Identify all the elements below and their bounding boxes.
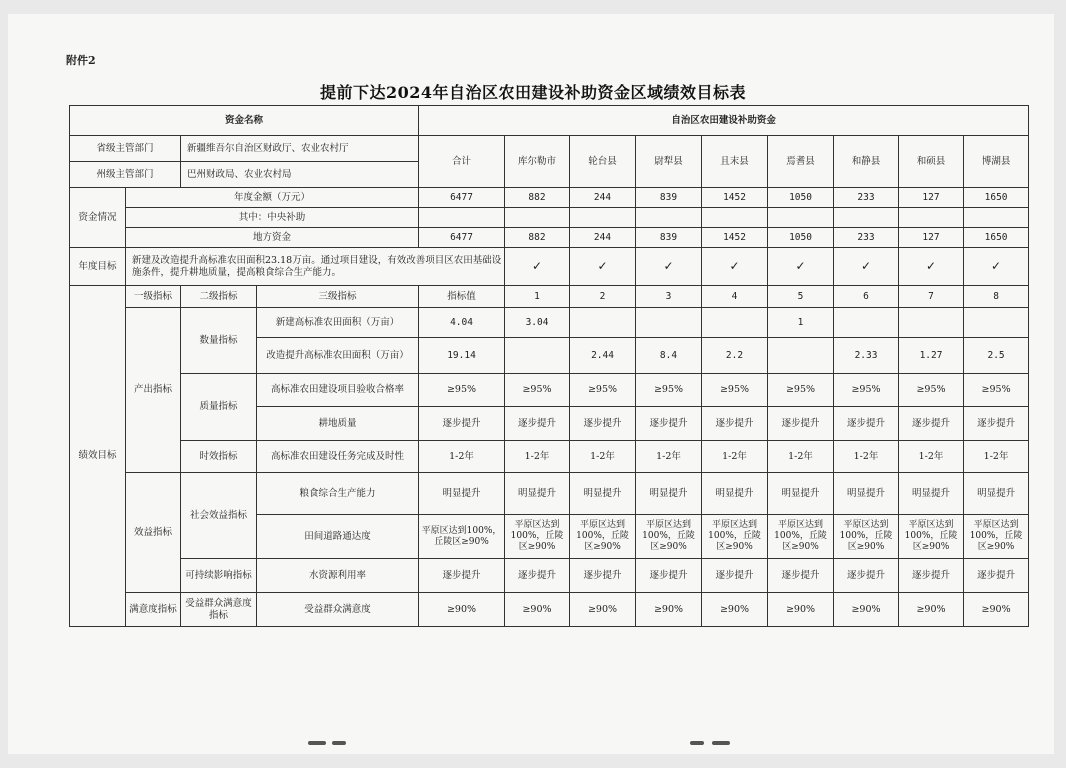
timeliness-cell: 1-2年 xyxy=(702,441,768,473)
column-header: 轮台县 xyxy=(570,136,636,188)
new-area-cell xyxy=(636,308,702,338)
binding-mark xyxy=(332,741,346,745)
upgrade-area-cell: 8.4 xyxy=(636,338,702,374)
document-title: 提前下达2024年自治区农田建设补助资金区域绩效目标表 xyxy=(319,83,747,102)
grain-capacity-cell: 明显提升 xyxy=(419,473,505,515)
sequence-cell: 5 xyxy=(768,286,834,308)
timeliness-cell: 1-2年 xyxy=(570,441,636,473)
road-access-cell: 平原区达到100%，丘陵区≥90% xyxy=(964,515,1029,559)
fund-name-value: 自治区农田建设补助资金 xyxy=(419,106,1029,136)
new-area-cell: 3.04 xyxy=(505,308,570,338)
timeliness-cell: 1-2年 xyxy=(768,441,834,473)
central-subsidy-cell xyxy=(505,208,570,228)
satisfaction-label: 受益群众满意度 xyxy=(257,593,419,627)
sequence-cell: 7 xyxy=(899,286,964,308)
binding-mark xyxy=(308,741,326,745)
acceptance-rate-cell: ≥95% xyxy=(834,374,899,407)
goal-tick-mark: ✓ xyxy=(834,248,899,286)
water-use-cell: 逐步提升 xyxy=(834,559,899,593)
central-subsidy-cell xyxy=(964,208,1029,228)
local-funds-cell: 127 xyxy=(899,228,964,248)
prefecture-dept-label: 州级主管部门 xyxy=(70,162,181,188)
acceptance-rate-cell: ≥95% xyxy=(570,374,636,407)
new-area-cell: 1 xyxy=(768,308,834,338)
annual-amount-cell: 1050 xyxy=(768,188,834,208)
annual-amount-cell: 882 xyxy=(505,188,570,208)
column-header: 合计 xyxy=(419,136,505,188)
upgrade-area-cell: 2.44 xyxy=(570,338,636,374)
farmland-quality-cell: 逐步提升 xyxy=(505,407,570,441)
upgrade-area-label: 改造提升高标准农田面积（万亩） xyxy=(257,338,419,374)
road-access-cell: 平原区达到100%，丘陵区≥90% xyxy=(702,515,768,559)
sequence-cell: 6 xyxy=(834,286,899,308)
new-area-cell: 4.04 xyxy=(419,308,505,338)
sequence-cell: 2 xyxy=(570,286,636,308)
water-use-cell: 逐步提升 xyxy=(570,559,636,593)
annual-amount-cell: 1452 xyxy=(702,188,768,208)
column-header: 和静县 xyxy=(834,136,899,188)
satisfaction-cell: ≥90% xyxy=(834,593,899,627)
acceptance-rate-cell: ≥95% xyxy=(899,374,964,407)
level2-header: 二级指标 xyxy=(181,286,257,308)
central-subsidy-cell xyxy=(768,208,834,228)
central-subsidy-cell xyxy=(702,208,768,228)
road-access-cell: 平原区达到100%，丘陵区≥90% xyxy=(505,515,570,559)
new-area-cell xyxy=(899,308,964,338)
benefit-indicator-label: 效益指标 xyxy=(126,473,181,593)
satisfaction-cell: ≥90% xyxy=(505,593,570,627)
central-subsidy-cell xyxy=(834,208,899,228)
timeliness-cell: 1-2年 xyxy=(419,441,505,473)
annual-amount-cell: 127 xyxy=(899,188,964,208)
satisfaction-cell: ≥90% xyxy=(570,593,636,627)
prefecture-dept-value: 巴州财政局、农业农村局 xyxy=(181,162,419,188)
column-header: 焉耆县 xyxy=(768,136,834,188)
table-row xyxy=(70,308,1029,338)
sequence-cell: 3 xyxy=(636,286,702,308)
new-area-label: 新建高标准农田面积（万亩） xyxy=(257,308,419,338)
timeliness-cell: 1-2年 xyxy=(636,441,702,473)
upgrade-area-cell: 1.27 xyxy=(899,338,964,374)
upgrade-area-cell: 2.2 xyxy=(702,338,768,374)
indicator-value-header: 指标值 xyxy=(419,286,505,308)
acceptance-rate-cell: ≥95% xyxy=(419,374,505,407)
farmland-quality-cell: 逐步提升 xyxy=(964,407,1029,441)
farmland-quality-cell: 逐步提升 xyxy=(419,407,505,441)
performance-target-table xyxy=(69,105,1029,627)
farmland-quality-cell: 逐步提升 xyxy=(570,407,636,441)
annual-amount-cell: 233 xyxy=(834,188,899,208)
local-funds-cell: 244 xyxy=(570,228,636,248)
water-use-cell: 逐步提升 xyxy=(636,559,702,593)
output-indicator-label: 产出指标 xyxy=(126,308,181,473)
timeliness-cell: 1-2年 xyxy=(899,441,964,473)
grain-capacity-cell: 明显提升 xyxy=(768,473,834,515)
grain-capacity-cell: 明显提升 xyxy=(636,473,702,515)
annual-goal-label: 年度目标 xyxy=(70,248,126,286)
annual-amount-cell: 244 xyxy=(570,188,636,208)
annual-amount-cell: 6477 xyxy=(419,188,505,208)
satisfaction-cell: ≥90% xyxy=(964,593,1029,627)
satisfaction-cell: ≥90% xyxy=(702,593,768,627)
time-indicator-label: 时效指标 xyxy=(181,441,257,473)
column-header: 和硕县 xyxy=(899,136,964,188)
satisfaction-indicator-label: 满意度指标 xyxy=(126,593,181,627)
grain-capacity-cell: 明显提升 xyxy=(899,473,964,515)
goal-tick-mark: ✓ xyxy=(570,248,636,286)
acceptance-rate-cell: ≥95% xyxy=(768,374,834,407)
central-subsidy-label: 其中：中央补助 xyxy=(126,208,419,228)
grain-capacity-cell: 明显提升 xyxy=(964,473,1029,515)
satisfaction-cell: ≥90% xyxy=(419,593,505,627)
acceptance-rate-cell: ≥95% xyxy=(702,374,768,407)
quantity-indicator-label: 数量指标 xyxy=(181,308,257,374)
provincial-dept-value: 新疆维吾尔自治区财政厅、农业农村厅 xyxy=(181,136,419,162)
central-subsidy-cell xyxy=(899,208,964,228)
local-funds-cell: 233 xyxy=(834,228,899,248)
road-access-label: 田间道路通达度 xyxy=(257,515,419,559)
water-use-label: 水资源利用率 xyxy=(257,559,419,593)
table-row xyxy=(70,374,1029,407)
satisfaction-cell: ≥90% xyxy=(636,593,702,627)
attachment-label: 附件2 xyxy=(66,54,96,67)
timeliness-cell: 1-2年 xyxy=(834,441,899,473)
column-header: 且末县 xyxy=(702,136,768,188)
annual-amount-cell: 839 xyxy=(636,188,702,208)
goal-tick-mark: ✓ xyxy=(899,248,964,286)
water-use-cell: 逐步提升 xyxy=(768,559,834,593)
quality-indicator-label: 质量指标 xyxy=(181,374,257,441)
local-funds-cell: 1050 xyxy=(768,228,834,248)
sequence-cell: 8 xyxy=(964,286,1029,308)
column-header: 库尔勒市 xyxy=(505,136,570,188)
annual-amount-label: 年度金额（万元） xyxy=(126,188,419,208)
acceptance-rate-label: 高标准农田建设项目验收合格率 xyxy=(257,374,419,407)
grain-capacity-label: 粮食综合生产能力 xyxy=(257,473,419,515)
grain-capacity-cell: 明显提升 xyxy=(570,473,636,515)
grain-capacity-cell: 明显提升 xyxy=(702,473,768,515)
water-use-cell: 逐步提升 xyxy=(505,559,570,593)
social-benefit-label: 社会效益指标 xyxy=(181,473,257,559)
farmland-quality-cell: 逐步提升 xyxy=(768,407,834,441)
goal-tick-mark: ✓ xyxy=(636,248,702,286)
sequence-cell: 4 xyxy=(702,286,768,308)
road-access-cell: 平原区达到100%，丘陵区≥90% xyxy=(768,515,834,559)
central-subsidy-cell xyxy=(636,208,702,228)
grain-capacity-cell: 明显提升 xyxy=(834,473,899,515)
farmland-quality-label: 耕地质量 xyxy=(257,407,419,441)
binding-mark xyxy=(690,741,704,745)
farmland-quality-cell: 逐步提升 xyxy=(636,407,702,441)
local-funds-cell: 882 xyxy=(505,228,570,248)
annual-goal-text: 新建及改造提升高标准农田面积23.18万亩。通过项目建设，有效改善项目区农田基础设施条件，提升耕地质量，提高粮食综合生产能力。 xyxy=(126,248,505,286)
road-access-cell: 平原区达到100%，丘陵区≥90% xyxy=(834,515,899,559)
sequence-cell: 1 xyxy=(505,286,570,308)
local-funds-label: 地方资金 xyxy=(126,228,419,248)
column-header: 尉犁县 xyxy=(636,136,702,188)
annual-amount-cell: 1650 xyxy=(964,188,1029,208)
table-row xyxy=(70,473,1029,515)
road-access-cell: 平原区达到100%，丘陵区≥90% xyxy=(636,515,702,559)
acceptance-rate-cell: ≥95% xyxy=(636,374,702,407)
performance-target-label: 绩效目标 xyxy=(70,286,126,627)
upgrade-area-cell: 2.5 xyxy=(964,338,1029,374)
table-row xyxy=(70,593,1029,627)
central-subsidy-cell xyxy=(570,208,636,228)
acceptance-rate-cell: ≥95% xyxy=(964,374,1029,407)
water-use-cell: 逐步提升 xyxy=(419,559,505,593)
timeliness-cell: 1-2年 xyxy=(964,441,1029,473)
road-access-cell: 平原区达到100%，丘陵区≥90% xyxy=(570,515,636,559)
farmland-quality-cell: 逐步提升 xyxy=(899,407,964,441)
acceptance-rate-cell: ≥95% xyxy=(505,374,570,407)
water-use-cell: 逐步提升 xyxy=(964,559,1029,593)
local-funds-cell: 6477 xyxy=(419,228,505,248)
table-row xyxy=(70,441,1029,473)
farmland-quality-cell: 逐步提升 xyxy=(834,407,899,441)
column-header: 博湖县 xyxy=(964,136,1029,188)
water-use-cell: 逐步提升 xyxy=(899,559,964,593)
new-area-cell xyxy=(570,308,636,338)
goal-tick-mark: ✓ xyxy=(964,248,1029,286)
upgrade-area-cell: 2.33 xyxy=(834,338,899,374)
local-funds-cell: 1452 xyxy=(702,228,768,248)
central-subsidy-cell xyxy=(419,208,505,228)
goal-tick-mark: ✓ xyxy=(768,248,834,286)
local-funds-cell: 839 xyxy=(636,228,702,248)
road-access-cell: 平原区达到100%，丘陵区≥90% xyxy=(899,515,964,559)
upgrade-area-cell: 19.14 xyxy=(419,338,505,374)
grain-capacity-cell: 明显提升 xyxy=(505,473,570,515)
upgrade-area-cell xyxy=(505,338,570,374)
new-area-cell xyxy=(702,308,768,338)
farmland-quality-cell: 逐步提升 xyxy=(702,407,768,441)
binding-mark xyxy=(712,741,730,745)
level1-header: 一级指标 xyxy=(126,286,181,308)
new-area-cell xyxy=(834,308,899,338)
sustainable-impact-label: 可持续影响指标 xyxy=(181,559,257,593)
beneficiary-satisfaction-label: 受益群众满意度指标 xyxy=(181,593,257,627)
fund-name-label: 资金名称 xyxy=(70,106,419,136)
local-funds-cell: 1650 xyxy=(964,228,1029,248)
satisfaction-cell: ≥90% xyxy=(768,593,834,627)
goal-tick-mark: ✓ xyxy=(505,248,570,286)
level3-header: 三级指标 xyxy=(257,286,419,308)
provincial-dept-label: 省级主管部门 xyxy=(70,136,181,162)
water-use-cell: 逐步提升 xyxy=(702,559,768,593)
timeliness-cell: 1-2年 xyxy=(505,441,570,473)
upgrade-area-cell xyxy=(768,338,834,374)
road-access-cell: 平原区达到100%，丘陵区≥90% xyxy=(419,515,505,559)
satisfaction-cell: ≥90% xyxy=(899,593,964,627)
goal-tick-mark: ✓ xyxy=(702,248,768,286)
funds-label: 资金情况 xyxy=(70,188,126,248)
new-area-cell xyxy=(964,308,1029,338)
table-row xyxy=(70,559,1029,593)
timeliness-label: 高标准农田建设任务完成及时性 xyxy=(257,441,419,473)
